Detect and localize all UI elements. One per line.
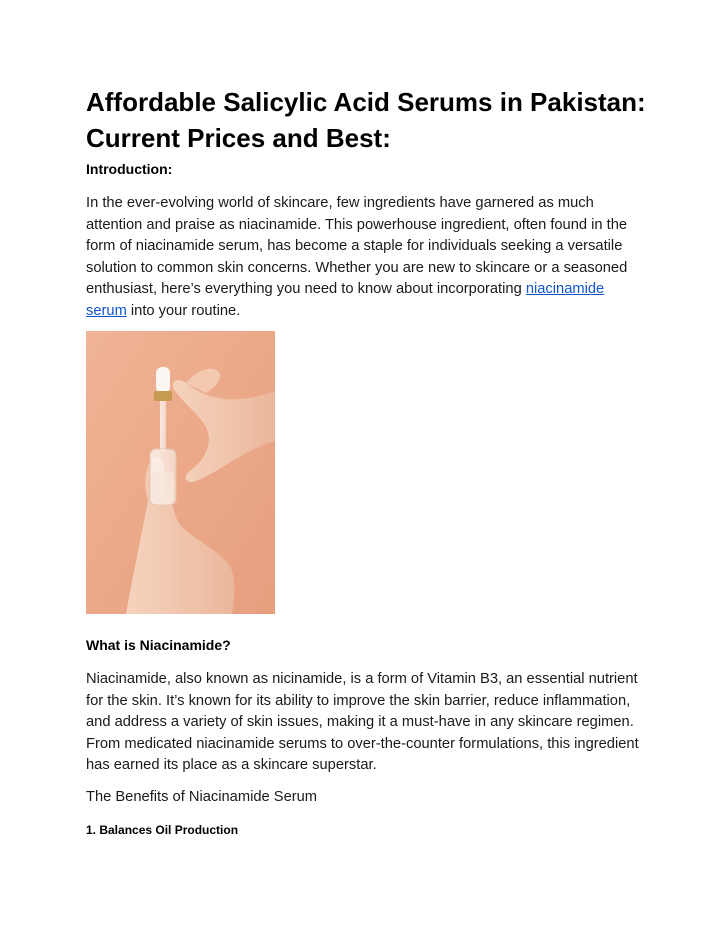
what-is-niacinamide-paragraph: Niacinamide, also known as nicinamide, is a form of Vitamin B3, an essential nutrient for the skin. It’s known for its ability to improve the skin barrier, reduce inflammation, and address a variety of skin issues, making it a must-have in any skincare regimen. From medicated niacinamide serums to over-the-counter formulations, this ingredient has earned its place as a skincare superstar.	[86, 671, 639, 774]
benefits-subheading: The Benefits of Niacinamide Serum	[86, 789, 318, 805]
intro-text-after-link: into your routine.	[126, 302, 241, 319]
page-title: Affordable Salicylic Acid Serums in Pakistan: Current Prices and Best:	[86, 87, 646, 153]
introduction-paragraph	[86, 193, 646, 323]
what-is-niacinamide-heading: What is Niacinamide?	[86, 637, 231, 653]
serum-dropper-photo	[86, 331, 275, 614]
intro-text-before-link: In the ever-evolving world of skincare, few ingredients have garnered as much attention and praise as niacinamide. This powerhouse ingredient, often found in the form of niacinamide serum, has become a staple for individuals seeking a versatile solution to common skin concerns. Whether you are new to skincare or a seasoned enthusiast, here’s everything you need to know about incorporating	[86, 195, 628, 298]
introduction-heading: Introduction:	[86, 161, 173, 177]
balances-oil-production-heading: 1. Balances Oil Production	[86, 823, 239, 837]
hands-holding-dropper-illustration	[86, 331, 275, 614]
niacinamide-serum-link[interactable]: niacinamide serum	[86, 281, 605, 319]
